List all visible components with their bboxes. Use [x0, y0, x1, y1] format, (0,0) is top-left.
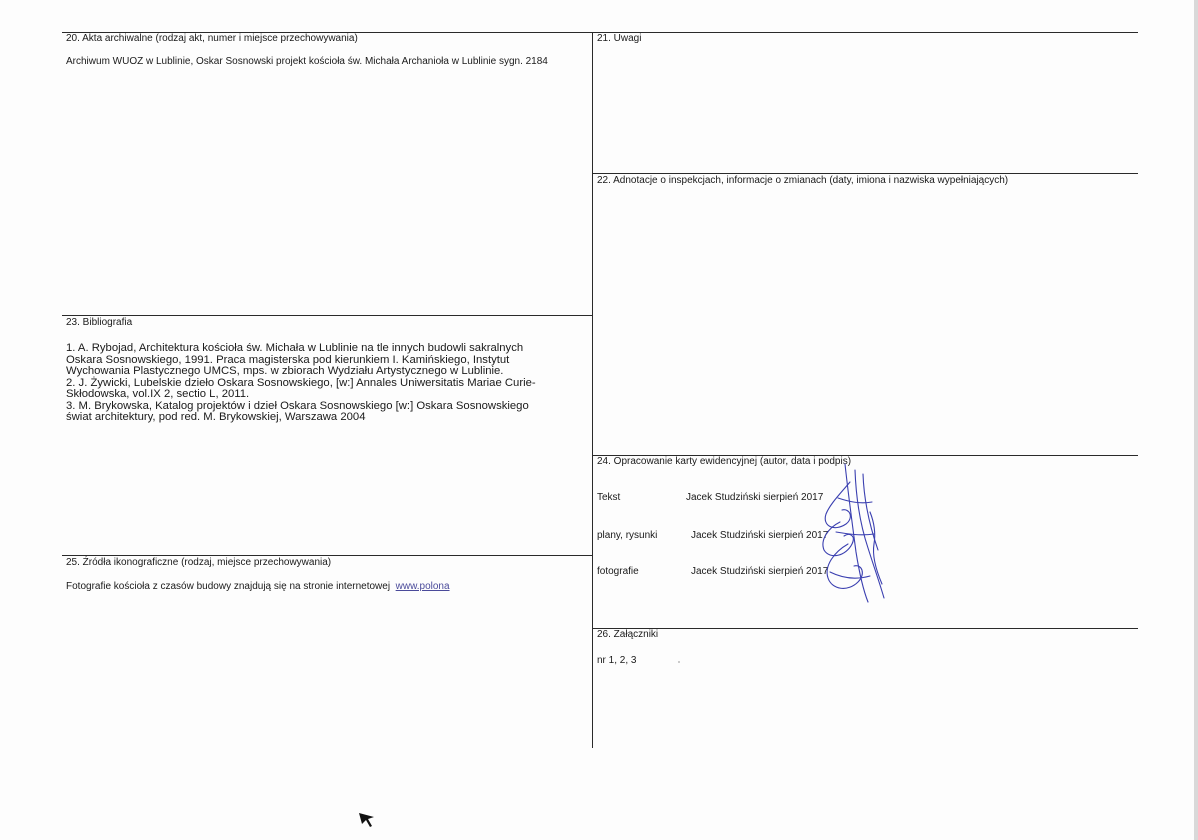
author-value-text: Jacek Studziński sierpień 2017: [686, 492, 824, 503]
section-26-label: 26. Załączniki: [597, 629, 659, 640]
rule-section-25: [62, 555, 593, 556]
bibliography-line: Skłodowska, vol.IX 2, sectio L, 2011.: [66, 388, 250, 400]
section-21-label: 21. Uwagi: [597, 33, 642, 44]
bibliography-list: [66, 343, 536, 424]
bibliography-line: Oskara Sosnowskiego, 1991. Praca magisterska pod kierunkiem I. Kamińskiego, Instytut: [66, 353, 510, 366]
scan-speck: [678, 661, 680, 663]
rule-section-26: [593, 628, 1138, 629]
author-role-text: Tekst: [597, 492, 621, 503]
bibliography-line: 1. A. Rybojad, Architektura kościoła św. Michała w Lublinie na tle innych budowli sakralnych: [66, 342, 524, 354]
author-value-drawings: Jacek Studziński sierpień 2017: [691, 530, 829, 541]
section-26-text: nr 1, 2, 3: [597, 655, 637, 666]
section-22-label: 22. Adnotacje o inspekcjach, informacje o zmianach (daty, imiona i nazwiska wypełniających): [597, 175, 1009, 186]
author-value-photos: Jacek Studziński sierpień 2017: [691, 566, 829, 577]
rule-section-23: [62, 315, 593, 316]
section-23-label: 23. Bibliografia: [66, 317, 133, 328]
bibliography-line: 3. M. Brykowska, Katalog projektów i dzieł Oskara Sosnowskiego [w:] Oskara Sosnowskiego: [66, 399, 529, 412]
section-25-label: 25. Źródła ikonograficzne (rodzaj, miejsce przechowywania): [66, 557, 332, 568]
scan-edge: [1194, 0, 1198, 840]
section-25-text: [66, 581, 450, 593]
arrow-mark-icon: [358, 812, 376, 828]
section-24-label: 24. Opracowanie karty ewidencyjnej (autor, data i podpis): [597, 456, 852, 467]
bibliography-line: Wychowania Plastycznego UMCS, mps. w zbiorach Wydziału Artystycznego w Lublinie.: [66, 365, 504, 377]
section-20-label: 20. Akta archiwalne (rodzaj akt, numer i miejsce przechowywania): [66, 33, 358, 44]
signature-icon: [790, 452, 900, 612]
rule-section-22: [593, 173, 1138, 174]
column-divider: [592, 32, 593, 748]
author-role-drawings: plany, rysunki: [597, 530, 658, 541]
polona-link[interactable]: www.polona: [395, 581, 450, 592]
section-20-text: Archiwum WUOZ w Lublinie, Oskar Sosnowski projekt kościoła św. Michała Archanioła w Lublinie sygn. 2184: [66, 56, 548, 67]
section-25-description: Fotografie kościoła z czasów budowy znajdują się na stronie internetowej: [66, 581, 391, 592]
author-role-photos: fotografie: [597, 566, 639, 577]
bibliography-line: 2. J. Żywicki, Lubelskie dzieło Oskara Sosnowskiego, [w:] Annales Uniwersitatis Mariae Curie-: [66, 376, 536, 389]
bibliography-line: świat architektury, pod red. M. Brykowskiej, Warszawa 2004: [66, 411, 366, 423]
